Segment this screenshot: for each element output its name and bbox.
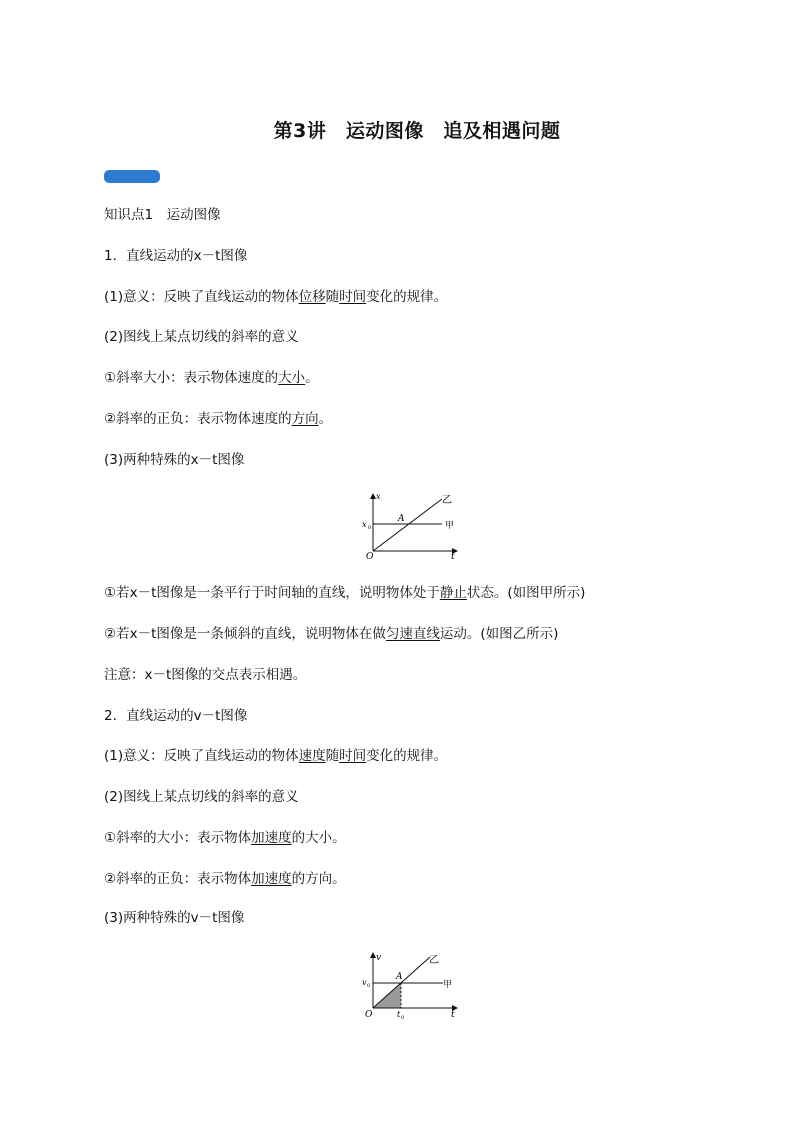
text-segment: 注意：x－t图像的交点表示相遇。 (104, 667, 307, 683)
text-line (104, 870, 346, 888)
text-line (104, 247, 247, 265)
text-segment: 1．直线运动的x－t图像 (104, 248, 248, 264)
underlined-term: 方向 (291, 411, 319, 427)
text-line (104, 747, 447, 765)
underlined-term: 位移 (298, 289, 326, 305)
text-line (104, 707, 247, 725)
text-segment: ①若x－t图像是一条平行于时间轴的直线，说明物体处于 (104, 585, 440, 601)
y-axis-label: v (376, 953, 382, 963)
text-segment: 运动。(如图乙所示) (439, 626, 559, 642)
underlined-term: 时间 (339, 289, 367, 305)
text-segment: 随 (325, 748, 340, 764)
text-line (104, 829, 346, 847)
text-segment: ②若x－t图像是一条倾斜的直线，说明物体在做 (104, 626, 386, 642)
text-segment: (1)意义：反映了直线运动的物体 (104, 748, 299, 764)
underlined-term: 速度 (298, 748, 326, 764)
x-axis-label: t (451, 1010, 455, 1020)
section-badge (104, 170, 160, 183)
text-segment: 随 (325, 289, 340, 305)
underlined-term: 加速度 (251, 830, 292, 846)
text-line (104, 625, 558, 643)
text-line (104, 288, 447, 306)
text-segment: ②斜率的正负：表示物体 (104, 871, 252, 887)
text-line (104, 666, 306, 684)
underlined-term: 时间 (339, 748, 367, 764)
text-line (104, 788, 299, 806)
origin-label: O (366, 552, 374, 560)
line-jia-label: 甲 (443, 980, 453, 990)
point-a-label: A (398, 514, 405, 524)
x-axis-label: t (451, 552, 455, 560)
text-segment: ①斜率的大小：表示物体 (104, 830, 252, 846)
text-line (104, 451, 244, 469)
y-tick-label: x (362, 520, 367, 529)
text-segment: 知识点1 运动图像 (104, 207, 221, 223)
underlined-term: 静止 (439, 585, 467, 601)
underlined-term: 大小 (278, 370, 306, 386)
line-yi-label: 乙 (429, 955, 439, 966)
text-segment: 2．直线运动的v－t图像 (104, 708, 248, 724)
text-segment: 。 (305, 370, 319, 386)
text-segment: 的大小。 (291, 830, 346, 846)
text-line (104, 328, 299, 346)
text-segment: ①斜率大小：表示物体速度的 (104, 370, 279, 386)
line-jia-label: 甲 (445, 521, 455, 531)
text-segment: (2)图线上某点切线的斜率的意义 (104, 329, 299, 345)
underlined-term: 加速度 (251, 871, 292, 887)
text-segment: 的方向。 (291, 871, 346, 887)
line-yi (373, 499, 442, 551)
y-tick-sub: 0 (367, 983, 371, 989)
text-line (104, 206, 221, 224)
x-tick-label: t (397, 1010, 401, 1019)
text-segment: (3)两种特殊的v－t图像 (104, 910, 245, 926)
y-tick-label: v (362, 978, 367, 987)
text-line (104, 584, 585, 602)
text-segment: 状态。(如图甲所示) (466, 585, 586, 601)
point-a-label: A (396, 972, 403, 982)
underlined-term: 匀速直线 (385, 626, 440, 642)
line-yi-label: 乙 (442, 495, 452, 506)
text-segment: 。 (318, 411, 333, 427)
text-segment: (1)意义：反映了直线运动的物体 (104, 289, 299, 305)
text-line (104, 410, 332, 428)
y-tick-sub: 0 (368, 525, 372, 531)
text-line (104, 909, 244, 927)
text-line (104, 369, 319, 387)
x-tick-sub: 0 (401, 1015, 405, 1021)
text-segment: ②斜率的正负：表示物体速度的 (104, 411, 292, 427)
text-segment: 变化的规律。 (366, 748, 448, 764)
y-axis-label: x (376, 492, 381, 501)
text-segment: (3)两种特殊的x－t图像 (104, 452, 245, 468)
text-segment: (2)图线上某点切线的斜率的意义 (104, 789, 299, 805)
page-title: 第3讲 运动图像 追及相遇问题 (273, 120, 561, 142)
text-segment: 变化的规律。 (366, 289, 448, 305)
vt-graph-figure (360, 950, 470, 1022)
origin-label: O (365, 1010, 373, 1020)
xt-graph-figure (360, 490, 470, 560)
